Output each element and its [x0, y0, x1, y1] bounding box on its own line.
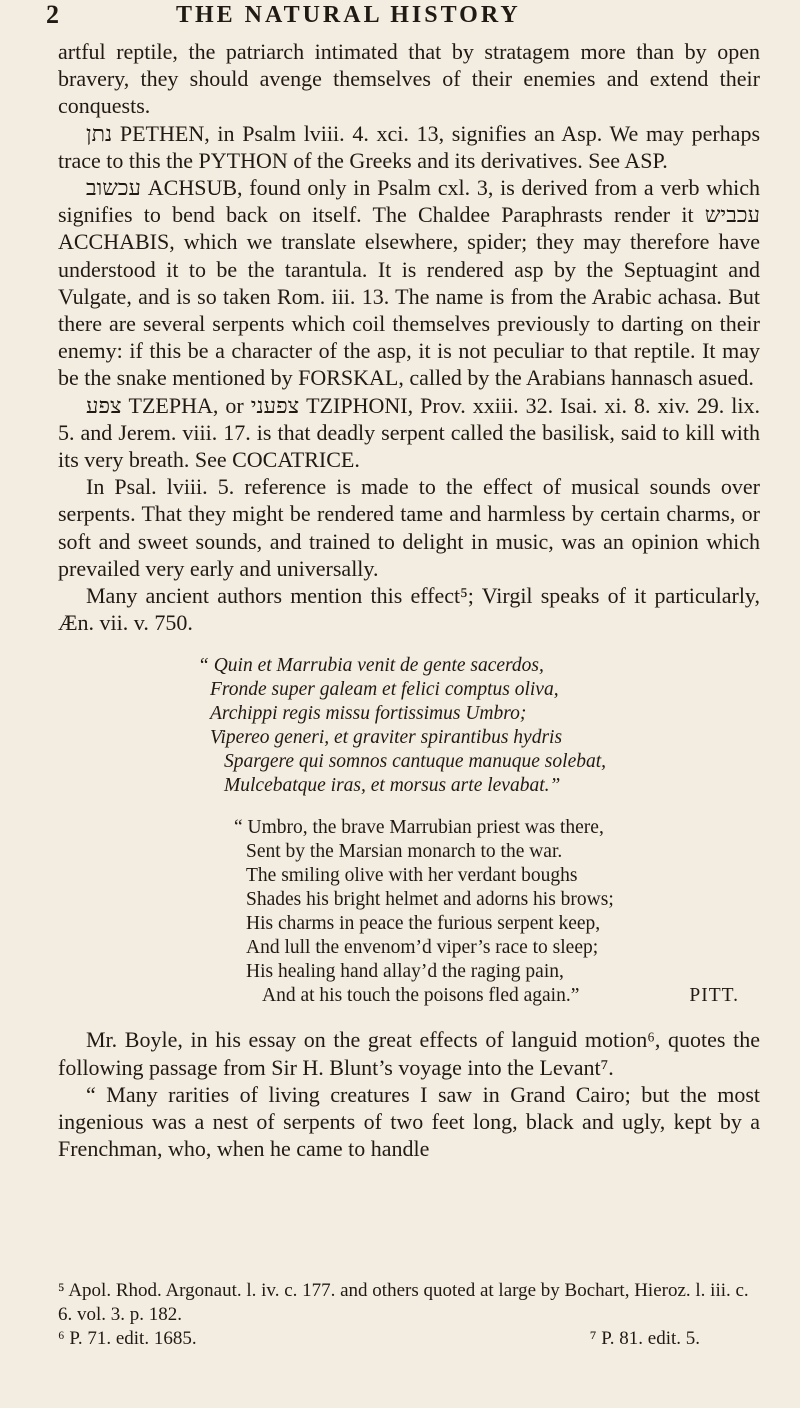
- footnote-row: [58, 1327, 760, 1351]
- footnote-5: ⁵ Apol. Rhod. Argonaut. l. iv. c. 177. and others quoted at large by Bochart, Hieroz. l. iii. c. 6. vol. 3. p. 182.: [58, 1280, 749, 1325]
- paragraph-pethen: נתן PETHEN, in Psalm lviii. 4. xci. 13, signifies an Asp. We may perhaps trace to this the PYTHON of the Greeks and its derivatives. See ASP.: [58, 120, 760, 173]
- translation-line-last: [58, 984, 760, 1008]
- footnotes: [58, 1279, 760, 1351]
- translation-line: “ Umbro, the brave Marrubian priest was there,: [234, 817, 604, 839]
- translation-line: His charms in peace the furious serpent keep,: [246, 913, 601, 935]
- paragraph-achsub: עכשוב ACHSUB, found only in Psalm cxl. 3, is derived from a verb which signifies to bend back on itself. The Chaldee Paraphrasts render it עכביש ACCHABIS, which we translate elsewhere, spider; they may therefore have understood it to be the tarantula. It is rendered asp by the Septuagint and Vulgate, and is so taken Rom. iii. 13. The name is from the Arabic achasa. But there are several serpents which coil themselves previously to darting on their enemy: if this be a character of the asp, it is not peculiar to that reptile. It may be the snake mentioned by FORSKAL, called by the Arabians hannasch asued.: [58, 175, 760, 391]
- paragraph-continuation: artful reptile, the patriarch intimated that by stratagem more than by open bravery, they should avenge themselves of their enemies and extend their conquests.: [58, 39, 760, 119]
- translation-line: And lull the envenom’d viper’s race to sleep;: [246, 937, 599, 959]
- quote-line: Archippi regis missu fortissimus Umbro;: [210, 703, 527, 725]
- page-number: 2: [46, 0, 59, 29]
- footnote-6: ⁶ P. 71. edit. 1685.: [58, 1328, 197, 1349]
- paragraph-musical-sounds: In Psal. lviii. 5. reference is made to the effect of musical sounds over serpents. That they might be rendered tame and harmless by certain charms, or soft and sweet sounds, and trained to delight in music, was an opinion which prevailed very early and universally.: [58, 474, 760, 581]
- quote-line: Fronde super galeam et felici comptus oliva,: [210, 679, 559, 701]
- paragraph-boyle: Mr. Boyle, in his essay on the great effects of languid motion⁶, quotes the following passage from Sir H. Blunt’s voyage into the Levant⁷.: [58, 1027, 760, 1080]
- translation-line: The smiling olive with her verdant boughs: [246, 865, 578, 887]
- footnote-7: ⁷ P. 81. edit. 5.: [589, 1328, 700, 1349]
- translation-line: And at his touch the poisons fled again.”: [262, 985, 580, 1007]
- translation-line: Sent by the Marsian monarch to the war.: [246, 841, 563, 863]
- paragraph-blunt-quote: “ Many rarities of living creatures I saw in Grand Cairo; but the most ingenious was a nest of serpents of two feet long, black and ugly, kept by a Frenchman, who, when he came to handle: [58, 1081, 760, 1162]
- page-header: [46, 0, 760, 30]
- latin-quote: [58, 654, 760, 798]
- quote-line: Spargere qui somnos cantuque manuque solebat,: [224, 751, 607, 773]
- translation-attribution: PITT.: [689, 985, 739, 1007]
- page-body: [58, 38, 760, 1162]
- paragraph-ancient-authors: Many ancient authors mention this effect⁵; Virgil speaks of it particularly, Æn. vii. v. 750.: [58, 583, 760, 636]
- quote-line: Vipereo generi, et graviter spirantibus hydris: [210, 727, 563, 749]
- translation-line: Shades his bright helmet and adorns his brows;: [246, 889, 614, 911]
- english-translation: [58, 816, 760, 1008]
- quote-line: Mulcebatque iras, et morsus arte levabat.”: [224, 775, 561, 797]
- running-head: THE NATURAL HISTORY: [176, 1, 521, 28]
- translation-line: His healing hand allay’d the raging pain,: [246, 961, 564, 983]
- paragraph-tzepha: צפע TZEPHA, or צפעני TZIPHONI, Prov. xxiii. 32. Isai. xi. 8. xiv. 29. lix. 5. and Jerem. viii. 17. is that deadly serpent called the basilisk, said to kill with its very breath. See COCATRICE.: [58, 392, 760, 473]
- quote-line: “ Quin et Marrubia venit de gente sacerdos,: [198, 655, 544, 677]
